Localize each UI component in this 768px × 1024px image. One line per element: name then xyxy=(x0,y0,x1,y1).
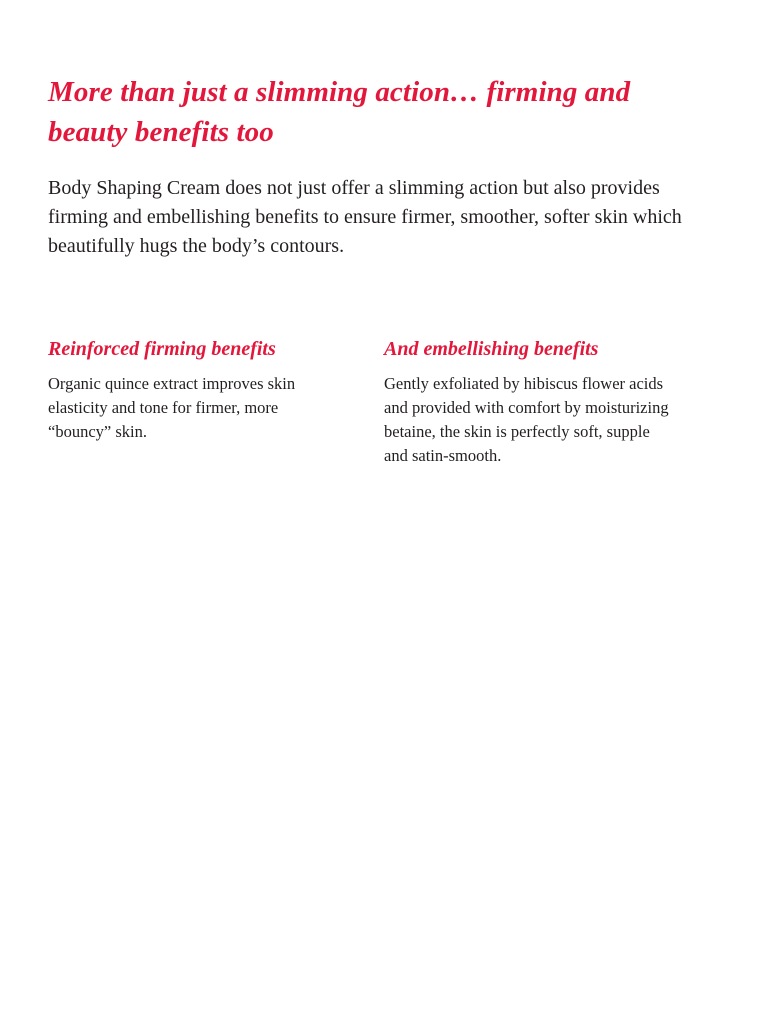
benefit-column-body: Organic quince extract improves skin elasticity and tone for firmer, more “bouncy” skin. xyxy=(48,374,296,441)
intro-paragraph: Body Shaping Cream does not just offer a slimming action but also provides firming and embellishing benefits to ensure firmer, smoother, softer skin which beautifully hugs the body’s contours. xyxy=(48,177,682,257)
page-header-block xyxy=(48,72,708,261)
benefit-column-title: Reinforced firming benefits xyxy=(48,338,276,360)
benefit-column-embellishing xyxy=(384,336,669,468)
benefit-column-title: And embellishing benefits xyxy=(384,338,599,360)
benefit-column-firming xyxy=(48,336,333,468)
page-title: More than just a slimming action… firming and beauty benefits too xyxy=(48,76,631,148)
benefits-columns xyxy=(48,336,708,468)
benefit-column-body: Gently exfoliated by hibiscus flower acids and provided with comfort by moisturizing betaine, the skin is perfectly soft, supple and satin-smooth. xyxy=(384,374,669,465)
